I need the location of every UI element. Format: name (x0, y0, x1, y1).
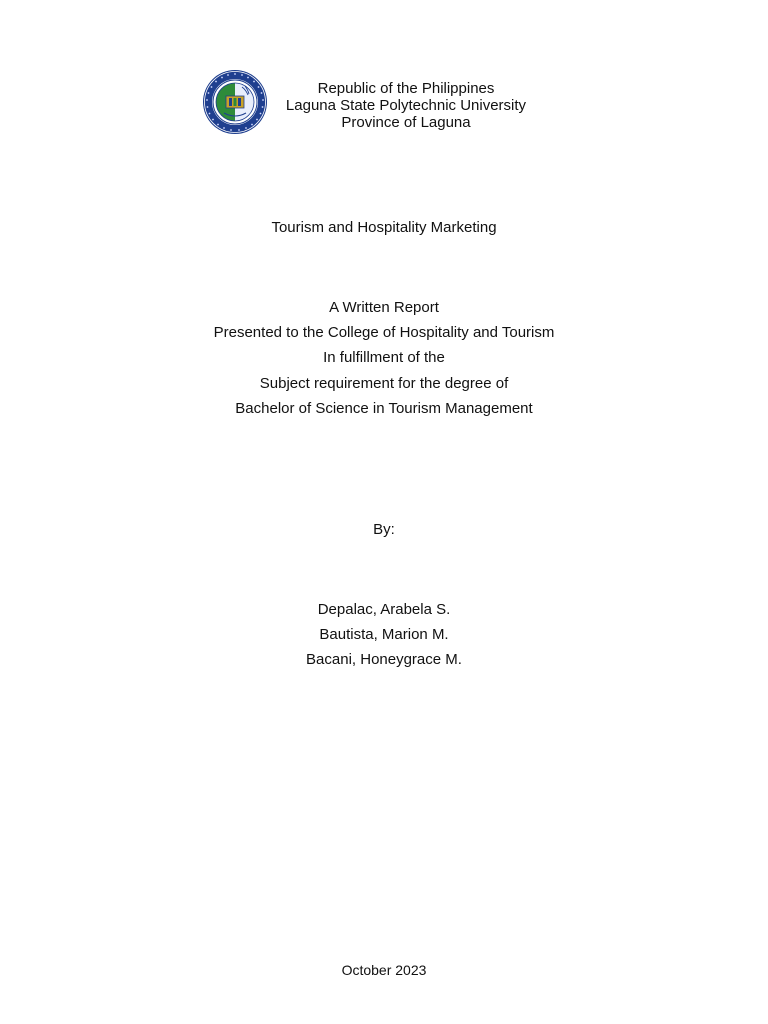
by-label-block (0, 521, 768, 539)
report-description (0, 295, 768, 421)
author-name: Bacani, Honeygrace M. (306, 651, 462, 669)
university-seal-logo (202, 69, 268, 135)
author-name: Depalac, Arabela S. (317, 601, 451, 618)
report-line: In fulfillment of the (323, 349, 445, 367)
institution-header (268, 80, 544, 131)
report-line: Presented to the College of Hospitality and Tourism (213, 324, 555, 342)
report-line: Subject requirement for the degree of (259, 374, 509, 392)
course-title-block (0, 219, 768, 237)
document-header (0, 68, 768, 138)
header-line-province: Province of Laguna (341, 114, 471, 131)
author-name: Bautista, Marion M. (319, 626, 449, 644)
course-title: Tourism and Hospitality Marketing (271, 219, 497, 236)
author-list (0, 597, 768, 673)
report-line: Bachelor of Science in Tourism Management (235, 399, 533, 417)
report-line: A Written Report (329, 299, 439, 316)
submission-date: October 2023 (341, 962, 427, 978)
date-block (0, 961, 768, 979)
header-line-republic: Republic of the Philippines (317, 80, 495, 97)
header-line-university: Laguna State Polytechnic University (285, 97, 527, 114)
by-label: By: (373, 521, 395, 538)
